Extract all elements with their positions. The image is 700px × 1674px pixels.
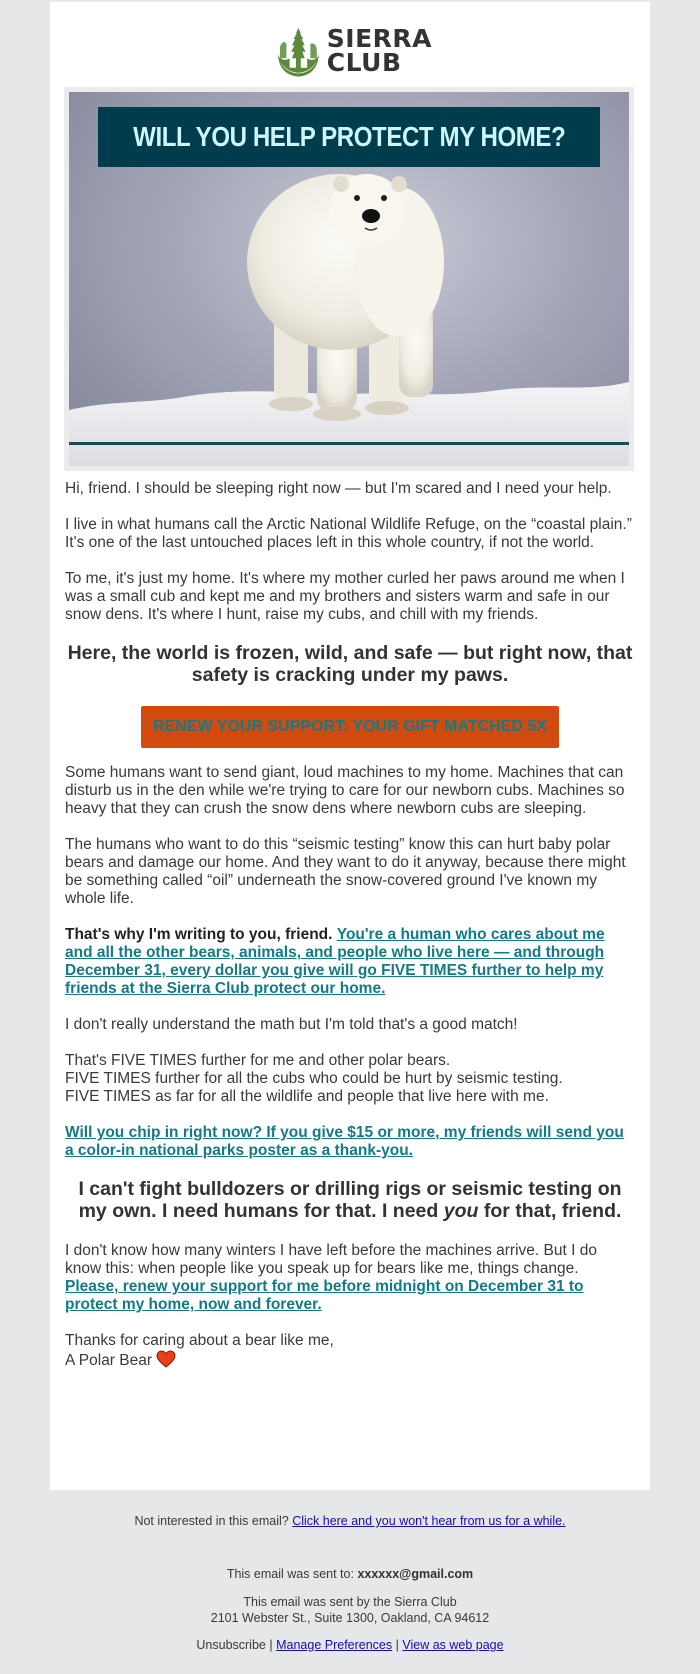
sierra-club-tree-icon <box>272 20 325 82</box>
footer-optout <box>0 1514 700 1528</box>
paragraph-machines: Some humans want to send giant, loud machines to my home. Machines that can disturb us in the den while we're trying to care for our newborn cubs. Machines so heavy that they can crush the snow dens where newborn cubs are sleeping. <box>65 764 625 817</box>
sent-to-label: This email was sent to: <box>226 1567 354 1581</box>
hero-divider-line <box>69 442 629 445</box>
renew-support-button[interactable] <box>141 706 559 748</box>
paragraph-arctic-refuge: I live in what humans call the Arctic National Wildlife Refuge, on the “coastal plain.” It's one of the last untouched places left in this whole country, if not the world. <box>65 516 632 551</box>
footer-sent-to <box>0 1567 700 1581</box>
optout-text: Not interested in this email? <box>134 1514 289 1528</box>
logo-line-1: SIERRA <box>326 24 432 53</box>
headline-need-you <box>65 1178 635 1222</box>
email-card <box>50 2 650 1490</box>
renew-before-midnight-link[interactable]: Please, renew your support for me before midnight on December 31 to protect my home, now and forever. <box>65 1278 584 1313</box>
hero-headline-banner <box>98 107 600 167</box>
cta-container <box>65 706 635 748</box>
five-times-line-2: FIVE TIMES further for all the cubs who could be hurt by seismic testing. <box>65 1070 563 1087</box>
view-as-web-page-link[interactable]: View as web page <box>402 1638 504 1652</box>
optout-link[interactable]: Click here and you won't hear from us for a while. <box>292 1514 566 1528</box>
paragraph-my-home: To me, it's just my home. It's where my mother curled her paws around me when I was a small cub and kept me and my brothers and sisters warm and safe in our snow dens. It's where I hunt, raise my cubs, and chill with my friends. <box>65 570 625 623</box>
signoff-signature: A Polar Bear <box>65 1352 153 1369</box>
paragraph-seismic-testing: The humans who want to do this “seismic testing” know this can hurt baby polar bears and damage our home. And they want to do it anyway, because there might be something called “oil” underneath the snow-covered ground I've known my whole life. <box>65 836 626 907</box>
why-writing-lead: That's why I'm writing to you, friend. <box>65 926 333 943</box>
hero-headline: WILL YOU HELP PROTECT MY HOME? <box>132 121 566 152</box>
footer-separator: | <box>269 1638 273 1652</box>
paragraph-five-times <box>65 1052 635 1106</box>
five-times-line-3: FIVE TIMES as far for all the wildlife and people that live here with me. <box>65 1088 549 1105</box>
headline-need-you-emphasis: you <box>443 1200 479 1222</box>
footer-sender <box>0 1594 700 1626</box>
logo-line-2: CLUB <box>326 48 402 77</box>
paragraph-winters <box>65 1242 635 1314</box>
sierra-club-logo[interactable] <box>272 20 432 82</box>
headline-need-you-part1: I can't fight bulldozers or drilling rigs or seismic testing on my own. I need humans for that. I need <box>78 1178 622 1222</box>
hero-image-frame <box>64 87 634 471</box>
heart-icon <box>156 1350 176 1368</box>
sender-address: 2101 Webster St., Suite 1300, Oakland, CA 94612 <box>210 1611 490 1625</box>
signoff-thanks: Thanks for caring about a bear like me, <box>65 1332 334 1349</box>
sent-by: This email was sent by the Sierra Club <box>243 1595 457 1609</box>
hero-image[interactable] <box>69 92 629 466</box>
paragraph-chip-in <box>65 1124 635 1160</box>
renew-support-button-label: RENEW YOUR SUPPORT: YOUR GIFT MATCHED 5X <box>153 718 547 735</box>
footer-links <box>0 1638 700 1652</box>
unsubscribe-link[interactable]: Unsubscribe <box>196 1638 266 1652</box>
email-body <box>65 480 635 1388</box>
chip-in-poster-link[interactable]: Will you chip in right now? If you give $15 or more, my friends will send you a color-in national parks poster as a thank-you. <box>65 1124 624 1159</box>
winters-text: I don't know how many winters I have left before the machines arrive. But I do know this: when people like you speak up for bears like me, things change. <box>65 1242 597 1277</box>
logo-wordmark <box>326 24 432 77</box>
paragraph-good-match: I don't really understand the math but I'm told that's a good match! <box>65 1016 518 1033</box>
paragraph-greeting: Hi, friend. I should be sleeping right now — but I'm scared and I need your help. <box>65 480 612 497</box>
manage-preferences-link[interactable]: Manage Preferences <box>276 1638 393 1652</box>
headline-need-you-part2: for that, friend. <box>478 1200 622 1222</box>
signoff <box>65 1332 635 1370</box>
sent-to-email: xxxxxx@gmail.com <box>357 1567 474 1581</box>
paragraph-why-writing <box>65 926 635 998</box>
headline-frozen-wild-safe: Here, the world is frozen, wild, and safe — but right now, that safety is cracking under my paws. <box>67 642 633 686</box>
footer-separator: | <box>395 1638 399 1652</box>
five-times-match-link[interactable]: You're a human who cares about me and all the other bears, animals, and people who live here — and through December 31, every dollar you give will go FIVE TIMES further to help my friends at the Sierra Club protect our home. <box>65 926 605 997</box>
five-times-line-1: That's FIVE TIMES further for me and other polar bears. <box>65 1052 451 1069</box>
